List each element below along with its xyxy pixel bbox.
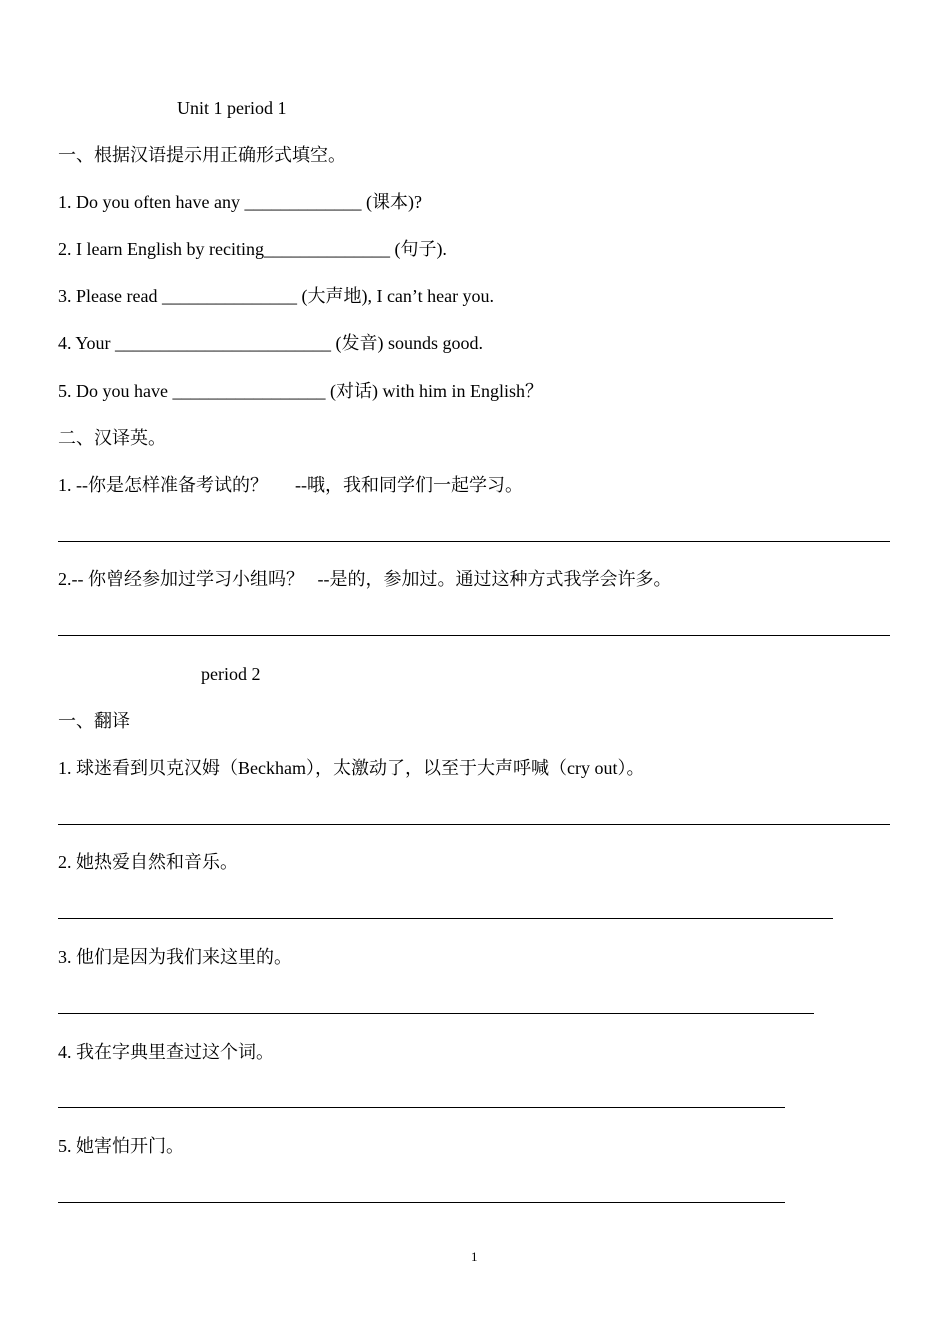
translate-item-1: 1. --你是怎样准备考试的？ --哦，我和同学们一起学习。	[58, 475, 523, 495]
fill-item-4: 4. Your ________________________ (发音) sounds good.	[58, 333, 484, 353]
period2-item-5: 5. 她害怕开门。	[58, 1136, 184, 1156]
period2-item-1: 1. 球迷看到贝克汉姆（Beckham），太激动了，以至于大声呼喊（cry out）。	[58, 758, 645, 778]
period2-heading: period 2	[201, 664, 261, 684]
answer-line-4	[58, 918, 833, 919]
answer-line-3	[58, 824, 890, 825]
answer-line-5	[58, 1013, 814, 1014]
translate-item-2: 2.-- 你曾经参加过学习小组吗？ --是的，参加过。通过这种方式我学会许多。	[58, 569, 672, 589]
answer-line-1	[58, 541, 890, 542]
fill-item-3: 3. Please read _______________ (大声地), I can’t hear you.	[58, 286, 495, 306]
fill-item-5: 5. Do you have _________________ (对话) with him in English？	[58, 381, 543, 401]
unit-heading: Unit 1 period 1	[177, 98, 287, 118]
answer-line-6	[58, 1107, 785, 1108]
fill-item-2: 2. I learn English by reciting______________ (句子).	[58, 239, 447, 259]
period2-item-3: 3. 他们是因为我们来这里的。	[58, 947, 292, 967]
section2-title: 二、汉译英。	[58, 428, 166, 448]
period2-item-2: 2. 她热爱自然和音乐。	[58, 852, 238, 872]
page-number: 1	[471, 1249, 478, 1264]
answer-line-2	[58, 635, 890, 636]
period2-section-title: 一、翻译	[58, 711, 130, 731]
period2-item-4: 4. 我在字典里查过这个词。	[58, 1042, 274, 1062]
fill-item-1: 1. Do you often have any _____________ (课本)?	[58, 192, 422, 212]
section1-title: 一、根据汉语提示用正确形式填空。	[58, 145, 346, 165]
answer-line-7	[58, 1202, 785, 1203]
